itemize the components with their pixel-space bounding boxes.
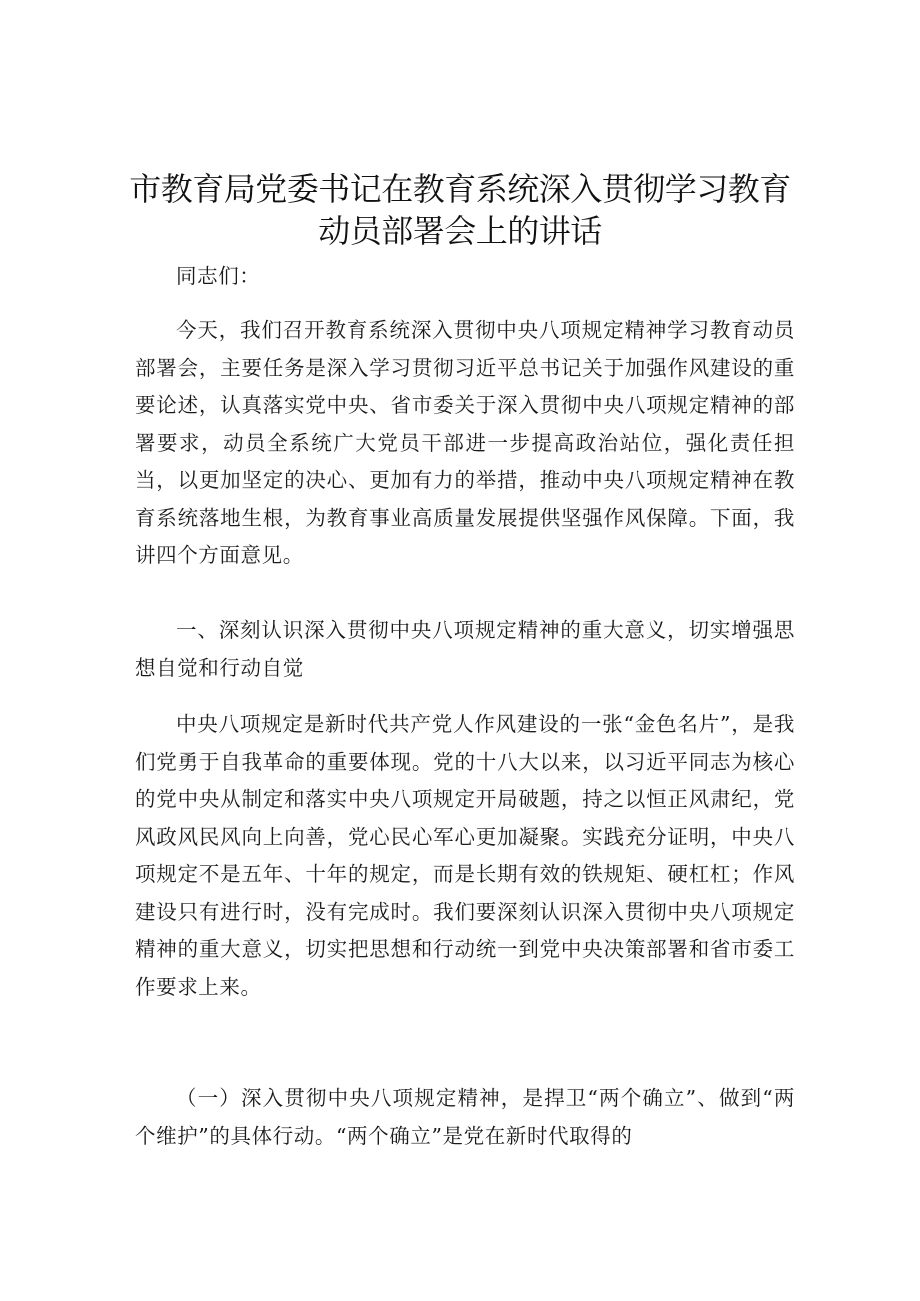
paragraph-intro: 今天，我们召开教育系统深入贯彻中央八项规定精神学习教育动员部署会，主要任务是深入学习贯彻习近平总书记关于加强作风建设的重要论述，认真落实党中央、省市委关于深入贯彻中央八项规定精神的部署要求，动员全系统广大党员干部进一步提高政治站位，强化责任担当，以更加坚定的决心、更加有力的举措，推动中央八项规定精神在教育系统落地生根，为教育事业高质量发展提供坚强作风保障。下面，我讲四个方面意见。 <box>135 318 795 567</box>
section-heading-1: 一、深刻认识深入贯彻中央八项规定精神的重大意义，切实增强思想自觉和行动自觉 <box>135 618 795 680</box>
paragraph-section-1: 中央八项规定是新时代共产党人作风建设的一张“金色名片”，是我们党勇于自我革命的重要体现。党的十八大以来，以习近平同志为核心的党中央从制定和落实中央八项规定开局破题，持之以恒正风肃纪，党风政风民风向上向善，党心民心军心更加凝聚。实践充分证明，中央八项规定不是五年、十年的规定，而是长期有效的铁规矩、硬杠杠；作风建设只有进行时，没有完成时。我们要深刻认识深入贯彻中央八项规定精神的重大意义，切实把思想和行动统一到党中央决策部署和省市委工作要求上来。 <box>135 712 795 999</box>
salutation: 同志们： <box>176 264 261 288</box>
document-title: 市教育局党委书记在教育系统深入贯彻学习教育动员部署会上的讲话 <box>129 170 791 250</box>
subsection-heading-1: （一）深入贯彻中央八项规定精神，是捍卫“两个确立”、做到“两个维护”的具体行动。“两个确立”是党在新时代取得的 <box>135 1086 795 1148</box>
